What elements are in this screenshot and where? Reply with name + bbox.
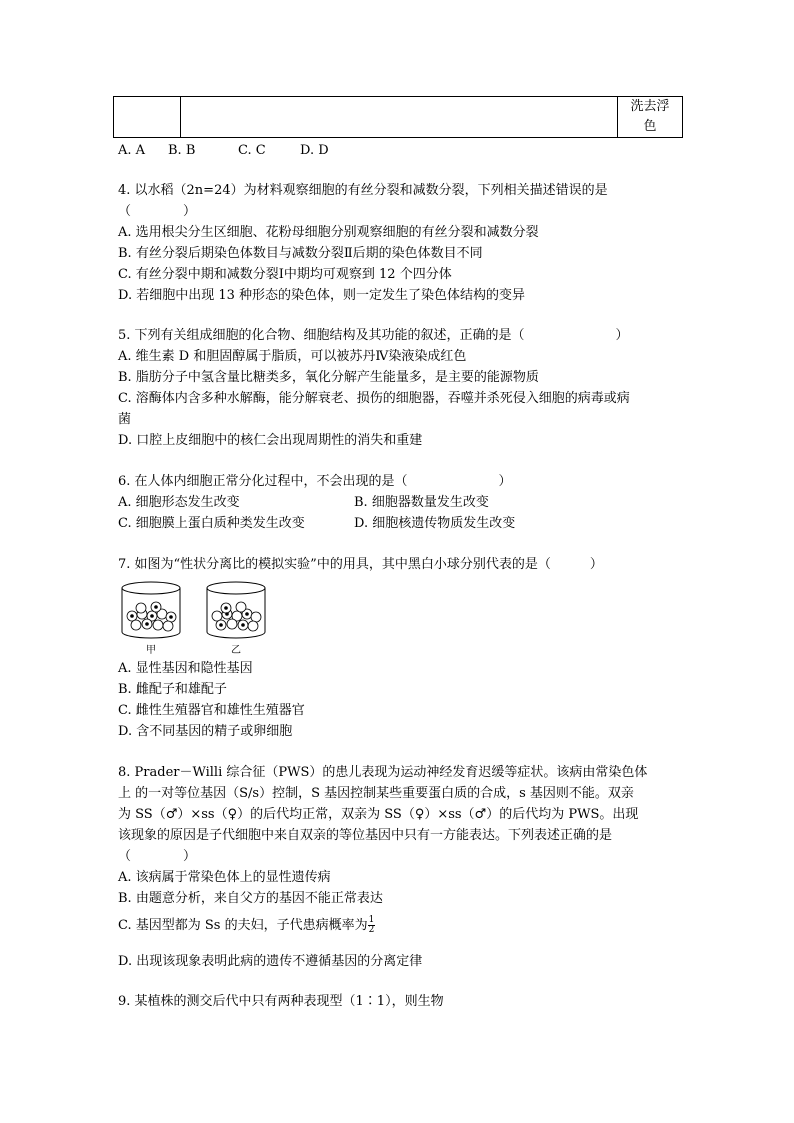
q6-option-c: C. 细胞膜上蛋白质种类发生改变 xyxy=(118,516,305,531)
q5-option-b: B. 脂肪分子中氢含量比糖类多，氧化分解产生能量多，是主要的能源物质 xyxy=(118,370,539,385)
q6-option-b: B. 细胞器数量发生改变 xyxy=(354,495,489,510)
q7-option-c: C. 雌性生殖器官和雄性生殖器官 xyxy=(118,703,305,718)
answer-table-fragment xyxy=(113,96,683,138)
q7-option-b: B. 雌配子和雄配子 xyxy=(118,682,227,697)
fraction-one-half xyxy=(368,916,376,935)
q4-paren: （ ） xyxy=(118,204,197,219)
q8-stem-line4: 该现象的原因是子代细胞中来自双亲的等位基因中只有一方能表达。下列表述正确的是 xyxy=(118,828,613,843)
fraction-numerator: 1 xyxy=(368,915,375,925)
beaker-right xyxy=(207,582,265,638)
q4-option-a: A. 选用根尖分生区细胞、花粉母细胞分别观察细胞的有丝分裂和减数分裂 xyxy=(118,225,539,240)
option-c: C. C xyxy=(238,143,266,158)
q8-option-c xyxy=(118,916,375,935)
q5-option-a: A. 维生素 D 和胆固醇属于脂质，可以被苏丹Ⅳ染液染成红色 xyxy=(118,349,467,364)
q8-stem-line2: 上 的一对等位基因（S/s）控制，S 基因控制某些重要蛋白质的合成，s 基因则不能。双亲 xyxy=(118,786,634,801)
figure-label-right: 乙 xyxy=(231,645,241,656)
q5-option-d: D. 口腔上皮细胞中的核仁会出现周期性的消失和重建 xyxy=(118,433,423,448)
q6-stem: 6. 在人体内细胞正常分化过程中，不会出现的是（ ） xyxy=(118,474,512,489)
q6-options-row1 xyxy=(118,494,489,512)
q8-option-a: A. 该病属于常染色体上的显性遗传病 xyxy=(118,870,331,885)
q8-paren: （ ） xyxy=(118,849,197,864)
q6-option-d: D. 细胞核遗传物质发生改变 xyxy=(354,516,516,531)
q8-stem-line3: 为 SS（♂）×ss（♀）的后代均正常，双亲为 SS（♀）×ss（♂）的后代均为 PWS。出现 xyxy=(118,807,639,822)
q8-stem-line1: 8. Prader－Willi 综合征（PWS）的患儿表现为运动神经发育迟缓等症状。该病由常染色体 xyxy=(118,765,648,780)
q4-option-b: B. 有丝分裂后期染色体数目与减数分裂Ⅱ后期的染色体数目不同 xyxy=(118,246,483,261)
q6-options-row2 xyxy=(118,515,515,533)
option-d: D. D xyxy=(300,143,329,158)
prev-question-options xyxy=(118,142,329,160)
q7-stem: 7. 如图为“性状分离比的模拟实验”中的用具，其中黑白小球分别代表的是（ ） xyxy=(118,557,603,572)
q8-option-c-text: C. 基因型都为 Ss 的夫妇，子代患病概率为 xyxy=(118,918,368,933)
q7-option-d: D. 含不同基因的精子或卵细胞 xyxy=(118,724,293,739)
q8-option-b: B. 由题意分析，来自父方的基因不能正常表达 xyxy=(118,891,383,906)
beaker-left xyxy=(122,582,180,638)
beaker-figure xyxy=(118,578,278,658)
q8-option-d: D. 出现该现象表明此病的遗传不遵循基因的分离定律 xyxy=(118,954,423,969)
table-cell xyxy=(618,97,683,138)
figure-label-left: 甲 xyxy=(146,645,156,656)
q4-option-c: C. 有丝分裂中期和减数分裂Ⅰ中期均可观察到 12 个四分体 xyxy=(118,267,452,282)
q4-option-d: D. 若细胞中出现 13 种形态的染色体，则一定发生了染色体结构的变异 xyxy=(118,288,526,303)
option-a: A. A xyxy=(118,143,146,158)
option-b: B. B xyxy=(168,143,196,158)
q6-option-a: A. 细胞形态发生改变 xyxy=(118,495,240,510)
q5-option-c-cont: 菌 xyxy=(118,412,132,427)
q9-stem: 9. 某植株的测交后代中只有两种表现型（1∶1），则生物 xyxy=(118,994,444,1009)
q4-stem: 4. 以水稻（2n=24）为材料观察细胞的有丝分裂和减数分裂，下列相关描述错误的是 xyxy=(118,183,608,198)
table-cell xyxy=(181,97,618,138)
q5-stem: 5. 下列有关组成细胞的化合物、细胞结构及其功能的叙述，正确的是（ ） xyxy=(118,328,629,343)
q7-option-a: A. 显性基因和隐性基因 xyxy=(118,661,253,676)
table-cell xyxy=(114,97,181,138)
table-cell-text: 洗去浮 色 xyxy=(630,99,670,134)
fraction-denominator: 2 xyxy=(368,925,375,935)
q5-option-c: C. 溶酶体内含多种水解酶，能分解衰老、损伤的细胞器，吞噬并杀死侵入细胞的病毒或病 xyxy=(118,391,630,406)
